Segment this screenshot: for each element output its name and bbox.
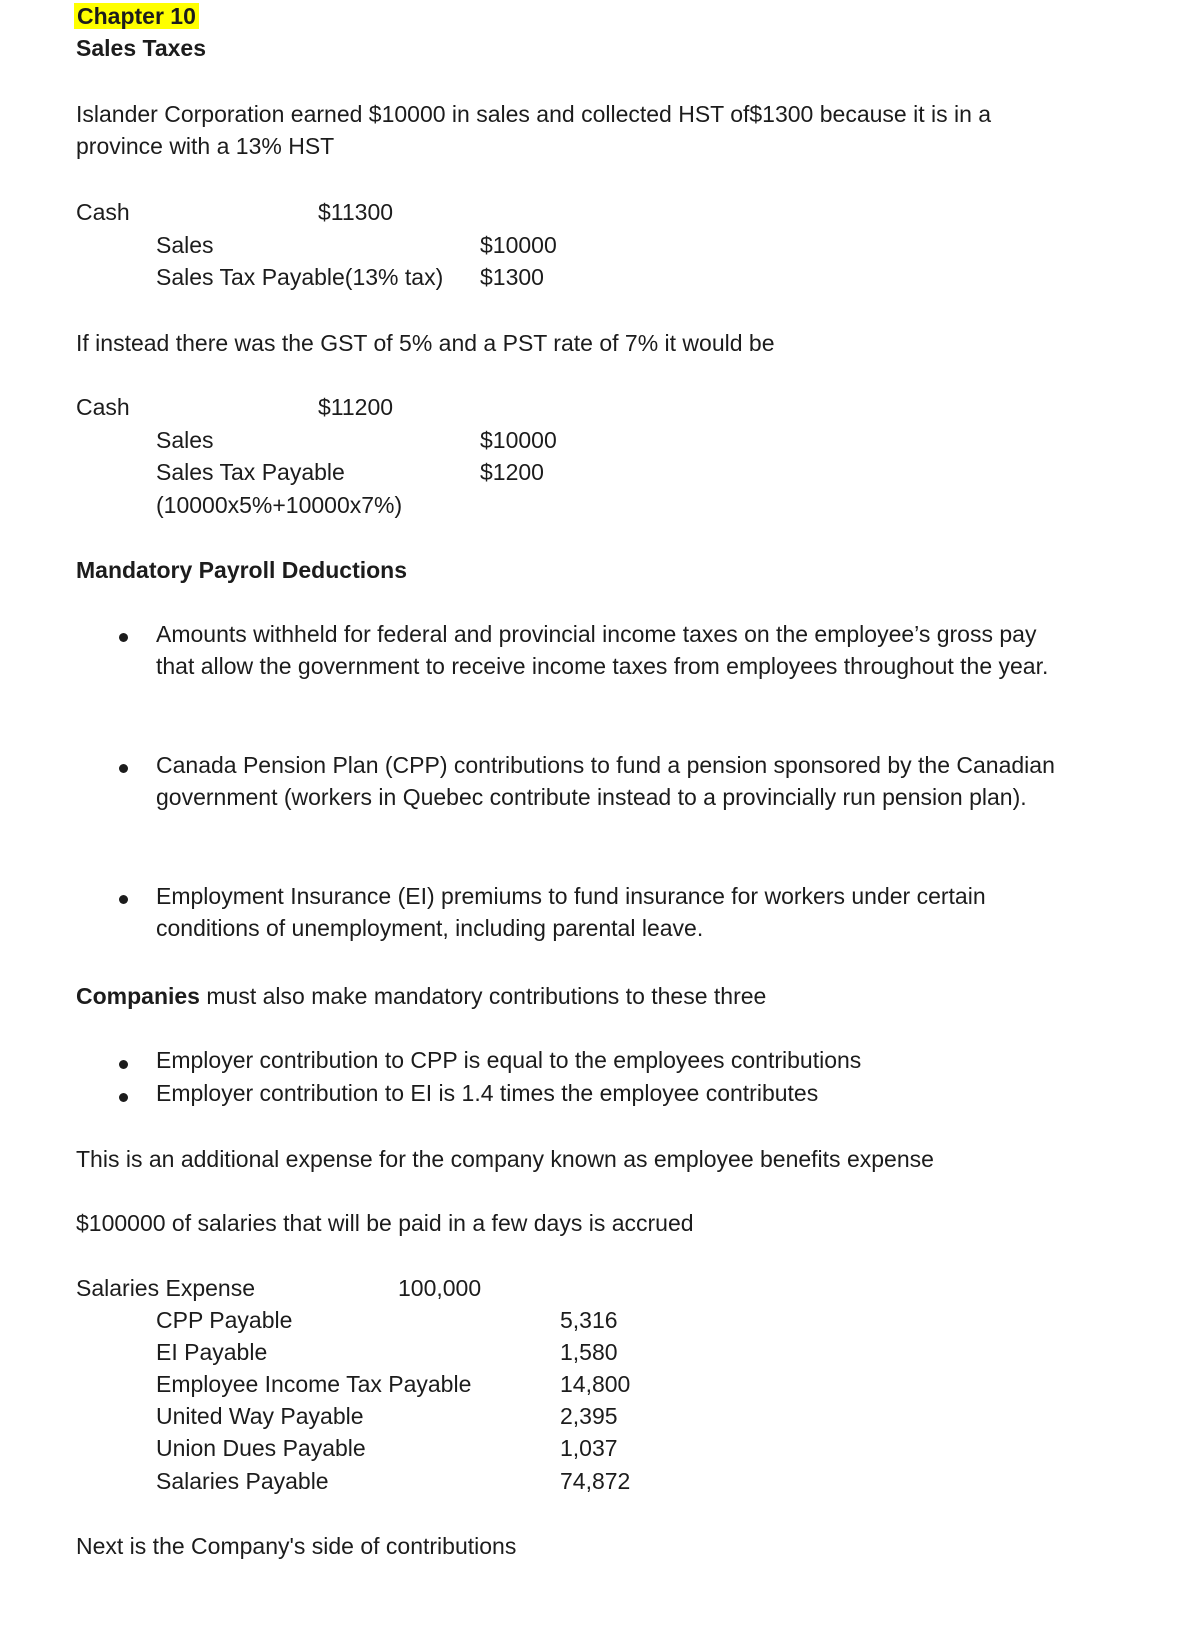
entry1-credit-amount: $1300 — [480, 264, 544, 290]
section-title: Sales Taxes — [76, 35, 207, 61]
entry3-credit-amount: 14,800 — [560, 1371, 631, 1397]
entry1-debit-account: Cash — [76, 199, 130, 225]
list-item: Amounts withheld for federal and provincial income taxes on the employee’s gross pay that allow the government to receive income taxes from employees throughout the year. — [156, 621, 1049, 679]
instead-paragraph: If instead there was the GST of 5% and a PST rate of 7% it would be — [76, 330, 775, 356]
entry3-credit-amount: 1,580 — [560, 1339, 618, 1365]
entry2-credit-account: Sales — [156, 427, 214, 453]
companies-paragraph — [76, 981, 766, 1011]
entry3-credit-account: United Way Payable — [156, 1403, 364, 1429]
payroll-heading: Mandatory Payroll Deductions — [76, 557, 408, 583]
entry2-credit-account: Sales Tax Payable — [156, 459, 345, 485]
entry3-credit-amount: 5,316 — [560, 1307, 618, 1333]
entry2-debit-amount: $11200 — [318, 394, 394, 420]
entry3-credit-account: Union Dues Payable — [156, 1435, 366, 1461]
entry2-credit-amount: $10000 — [480, 427, 557, 453]
companies-bold: Companies — [76, 983, 200, 1009]
entry3-debit-account: Salaries Expense — [76, 1275, 255, 1301]
entry1-credit-account: Sales Tax Payable(13% tax) — [156, 264, 444, 290]
entry2-credit-amount: $1200 — [480, 459, 544, 485]
accrued-salaries-paragraph: $100000 of salaries that will be paid in a few days is accrued — [76, 1210, 694, 1236]
bullet-icon — [119, 895, 128, 904]
list-item: Canada Pension Plan (CPP) contributions to fund a pension sponsored by the Canadian government (workers in Quebec contribute instead to a provincially run pension plan). — [156, 752, 1055, 810]
list-item: Employment Insurance (EI) premiums to fund insurance for workers under certain conditions of unemployment, including parental leave. — [156, 883, 986, 941]
chapter-heading — [74, 1, 199, 31]
entry3-credit-account: CPP Payable — [156, 1307, 293, 1333]
chapter-highlight: Chapter 10 — [74, 3, 199, 29]
list-item: Employer contribution to EI is 1.4 times the employee contributes — [156, 1080, 819, 1106]
bullet-icon — [119, 633, 128, 642]
entry3-credit-amount: 1,037 — [560, 1435, 618, 1461]
entry1-credit-amount: $10000 — [480, 232, 557, 258]
entry2-debit-account: Cash — [76, 394, 130, 420]
bullet-icon — [119, 1093, 128, 1102]
entry2-note: (10000x5%+10000x7%) — [156, 492, 403, 518]
intro-paragraph: Islander Corporation earned $10000 in sales and collected HST of$1300 because it is in a province with a 13% HST — [76, 101, 992, 159]
next-paragraph: Next is the Company's side of contributions — [76, 1533, 517, 1559]
entry1-credit-account: Sales — [156, 232, 214, 258]
list-item: Employer contribution to CPP is equal to the employees contributions — [156, 1047, 862, 1073]
additional-expense-paragraph: This is an additional expense for the company known as employee benefits expense — [76, 1146, 934, 1172]
entry3-debit-amount: 100,000 — [398, 1275, 482, 1301]
companies-rest: must also make mandatory contributions to these three — [199, 983, 767, 1009]
entry3-credit-amount: 74,872 — [560, 1468, 631, 1494]
entry3-credit-account: Salaries Payable — [156, 1468, 329, 1494]
bullet-icon — [119, 764, 128, 773]
bullet-icon — [119, 1060, 128, 1069]
entry3-credit-account: Employee Income Tax Payable — [156, 1371, 472, 1397]
entry3-credit-amount: 2,395 — [560, 1403, 618, 1429]
entry3-credit-account: EI Payable — [156, 1339, 268, 1365]
entry1-debit-amount: $11300 — [318, 199, 394, 225]
